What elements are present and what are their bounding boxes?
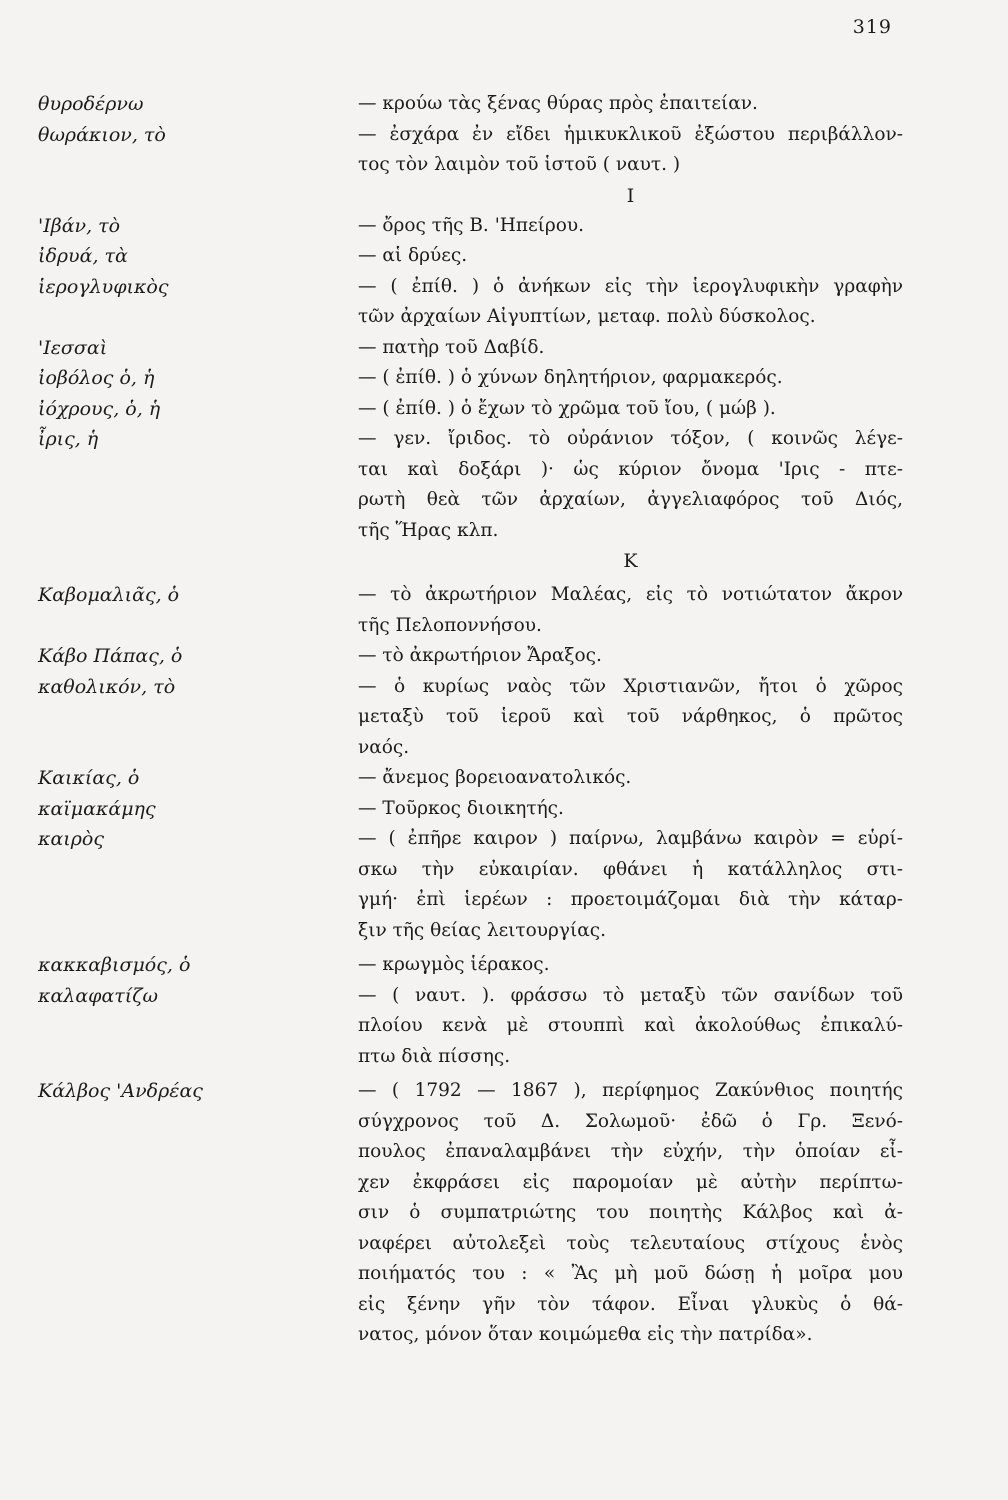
definition-line: — ὄρος τῆς Β. 'Ηπείρου. <box>358 214 585 236</box>
definition-line: — αἱ δρύες. <box>358 245 468 266</box>
definition-line: τῶν ἀρχαίων Αἰγυπτίων, μεταφ. πολὺ δύσκολος. <box>358 306 816 327</box>
entry-term: ἱερογλυφικὸς <box>38 275 169 298</box>
glossary-entry <box>38 211 908 242</box>
definition-line: τῆς Πελοποννήσου. <box>358 614 542 636</box>
glossary-entries <box>38 89 908 1351</box>
definition-line: — πατὴρ τοῦ Δαβίδ. <box>358 336 545 358</box>
definition-line: τῆς Ἥρας κλπ. <box>358 519 499 541</box>
definition-line: — Τοῦρκος διοικητής. <box>358 797 564 819</box>
definition-line: πουλος ἐπαναλαμβάνει τὴν εὐχήν, τὴν ὁποίαν εἶ- <box>358 1141 903 1162</box>
page-number: 319 <box>852 16 892 38</box>
definition-line: — τὸ ἀκρωτήριον Ἄραξος. <box>358 645 602 666</box>
entry-definition <box>358 950 903 981</box>
glossary-entry <box>38 363 908 394</box>
definition-line: ποιήματός του : « Ἂς μὴ μοῦ δώσῃ ἡ μοῖρα μου <box>358 1263 903 1284</box>
entry-term: Κάβο Πάπας, ὁ <box>38 645 183 667</box>
definition-line: νατος, μόνον ὅταν κοιμώμεθα εἰς τὴν πατρίδα». <box>358 1324 813 1345</box>
definition-line: — ( ἐπίθ. ) ὁ ἔχων τὸ χρῶμα τοῦ ἴου, ( μώβ ). <box>358 397 776 419</box>
entry-term: ἰοβόλος ὁ, ἡ <box>38 367 155 389</box>
entry-definition <box>358 1076 903 1351</box>
definition-line: πλοίου κενὰ μὲ στουππὶ καὶ ἀκολούθως ἐπικαλύ- <box>358 1015 903 1036</box>
entry-definition <box>358 120 903 181</box>
entry-term: καιρὸς <box>38 828 104 850</box>
glossary-entry <box>38 763 908 794</box>
glossary-entry <box>38 672 908 764</box>
entry-definition <box>358 824 903 946</box>
glossary-entry <box>38 580 908 641</box>
definition-line: — ( 1792 — 1867 ), περίφημος Ζακύνθιος ποιητής <box>358 1080 903 1101</box>
definition-line: τος τὸν λαιμὸν τοῦ ἱστοῦ ( ναυτ. ) <box>358 154 681 175</box>
entry-term: 'Ιβάν, τὸ <box>38 214 121 237</box>
glossary-entry <box>38 89 908 120</box>
glossary-entry <box>38 641 908 672</box>
entry-definition <box>358 333 903 364</box>
entry-term: Καικίας, ὁ <box>38 767 140 789</box>
glossary-entry <box>38 794 908 825</box>
entry-term: Καβομαλιᾶς, ὁ <box>38 584 180 606</box>
definition-line: πτω διὰ πίσσης. <box>358 1045 511 1067</box>
entry-term: θυροδέρνω <box>38 93 144 115</box>
entry-term: κακκαβισμός, ὁ <box>38 954 191 976</box>
entry-definition <box>358 672 903 764</box>
definition-line: — ( ἐπῆρε καιρον ) παίρνω, λαμβάνω καιρὸν = εὑρί- <box>358 828 903 849</box>
entry-definition <box>358 763 903 794</box>
glossary-entry <box>38 981 908 1073</box>
definition-line: — ἄνεμος βορειοανατολικός. <box>358 767 632 788</box>
definition-line: ναφέρει αὐτολεξεὶ τοὺς τελευταίους στίχους ἑνὸς <box>358 1232 903 1254</box>
entry-term: καλαφατίζω <box>38 984 159 1007</box>
entry-definition <box>358 241 903 272</box>
definition-line: ξιν τῆς θείας λειτουργίας. <box>358 919 606 941</box>
glossary-entry <box>38 824 908 946</box>
definition-line: — τὸ ἀκρωτήριον Μαλέας, εἰς τὸ νοτιώτατον ἄκρον <box>358 584 903 605</box>
entry-definition <box>358 211 903 242</box>
definition-line: — κρωγμὸς ἱέρακος. <box>358 954 550 975</box>
definition-line: σύγχρονος τοῦ Δ. Σολωμοῦ· ἐδῶ ὁ Γρ. Ξενό- <box>358 1110 903 1132</box>
definition-line: γμή· ἐπὶ ἱερέων : προετοιμάζομαι διὰ τὴν κάταρ- <box>358 889 903 910</box>
entry-definition <box>358 272 903 333</box>
definition-line: — κρούω τὰς ξένας θύρας πρὸς ἐπαιτείαν. <box>358 93 758 114</box>
entry-term: Κάλβος 'Ανδρέας <box>38 1080 203 1102</box>
entry-term: ἶρις, ἡ <box>38 428 99 450</box>
definition-line: — ( ἐπίθ. ) ὁ ἀνήκων εἰς τὴν ἱερογλυφικὴν γραφὴν <box>358 275 903 297</box>
definition-line: εἰς ξένην γῆν τὸν τάφον. Εἶναι γλυκὺς ὁ θά- <box>358 1293 903 1315</box>
section-letter: K <box>623 550 638 572</box>
definition-line: μεταξὺ τοῦ ἱεροῦ καὶ τοῦ νάρθηκος, ὁ πρῶτος <box>358 706 903 727</box>
definition-line: ναός. <box>358 736 410 758</box>
entry-term: καϊμακάμης <box>38 797 156 820</box>
definition-line: ρωτὴ θεὰ τῶν ἀρχαίων, ἀγγελιαφόρος τοῦ Διός, <box>358 489 903 510</box>
glossary-entry <box>38 950 908 981</box>
entry-definition <box>358 89 903 120</box>
entry-term: καθολικόν, τὸ <box>38 675 176 698</box>
entry-term: θωράκιον, τὸ <box>38 123 166 146</box>
entry-definition <box>358 794 903 825</box>
definition-line: ται καὶ δοξάρι )· ὡς κύριον ὄνομα 'Ιρις - πτε- <box>358 458 903 480</box>
glossary-entry <box>38 333 908 364</box>
entry-definition <box>358 394 903 425</box>
glossary-entry <box>38 272 908 333</box>
entry-term: ἰδρυά, τὰ <box>38 245 128 267</box>
definition-line: — ( ἐπίθ. ) ὁ χύνων δηλητήριον, φαρμακερός. <box>358 367 783 388</box>
definition-line: — ἐσχάρα ἐν εἴδει ἡμικυκλικοῦ ἐξώστου περιβάλλον- <box>358 123 903 145</box>
entry-definition <box>358 641 903 672</box>
glossary-entry <box>38 120 908 181</box>
glossary-entry <box>38 1076 908 1351</box>
definition-line: — ὁ κυρίως ναὸς τῶν Χριστιανῶν, ἤτοι ὁ χῶρος <box>358 675 903 697</box>
definition-line: χεν ἐκφράσει εἰς παρομοίαν μὲ αὐτὴν περίπτω- <box>358 1171 903 1193</box>
entry-definition <box>358 424 903 546</box>
entry-term: 'Ιεσσαὶ <box>38 336 108 359</box>
definition-line: σκω τὴν εὐκαιρίαν. φθάνει ἡ κατάλληλος στι- <box>358 858 903 880</box>
entry-term: ἰόχρους, ὁ, ἡ <box>38 397 161 420</box>
entry-definition <box>358 363 903 394</box>
glossary-entry <box>38 241 908 272</box>
definition-line: σιν ὁ συμπατριώτης του ποιητὴς Κάλβος καὶ ἀ- <box>358 1202 903 1223</box>
entry-definition <box>358 580 903 641</box>
glossary-entry <box>38 424 908 546</box>
glossary-entry <box>38 394 908 425</box>
entry-definition <box>358 981 903 1073</box>
section-letter: I <box>626 184 635 207</box>
definition-line: — γεν. ἴριδος. τὸ οὐράνιον τόξον, ( κοινῶς λέγε- <box>358 428 903 449</box>
definition-line: — ( ναυτ. ). φράσσω τὸ μεταξὺ τῶν σανίδων τοῦ <box>358 984 903 1006</box>
